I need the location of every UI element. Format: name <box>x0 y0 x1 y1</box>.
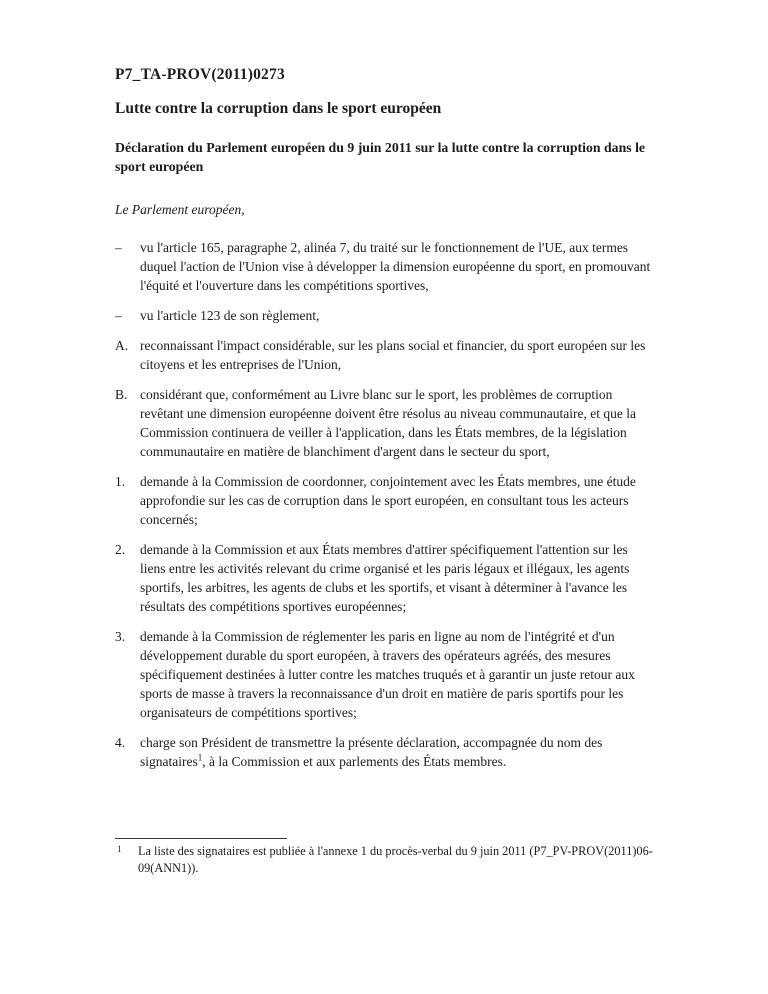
document-title: Lutte contre la corruption dans le sport européen <box>115 100 442 117</box>
numbered-paragraph <box>115 627 656 722</box>
footnote-separator-rule <box>115 838 287 839</box>
recital-marker: A. <box>115 338 129 353</box>
recital-text: reconnaissant l'impact considérable, sur les plans social et financier, du sport européen sur les citoyens et les entreprises de l'Union, <box>140 338 646 372</box>
footnote-reference: 1 <box>197 752 203 763</box>
visa-item <box>115 238 656 295</box>
paragraph-text <box>140 735 602 769</box>
paragraph-text: demande à la Commission de coordonner, conjointement avec les États membres, une étude approfondie sur les cas de corruption dans le sport européen, en consultant tous les acteurs concernés; <box>140 474 636 527</box>
paragraph-text-after-footnote: , à la Commission et aux parlements des États membres. <box>202 754 507 769</box>
footnote-text: La liste des signataires est publiée à l'annexe 1 du procès-verbal du 9 juin 2011 (P7_PV-PROV(2011)06-09(ANN1)). <box>138 844 653 875</box>
paragraph-number: 4. <box>115 735 126 750</box>
recital-item <box>115 385 656 461</box>
visa-marker: – <box>115 308 122 323</box>
spacer <box>115 231 656 238</box>
recital-marker: B. <box>115 387 128 402</box>
paragraph-text-before-footnote: charge son Président de transmettre la présente déclaration, accompagnée du nom des signataires <box>140 735 603 769</box>
document-content <box>115 66 656 782</box>
document-reference: P7_TA-PROV(2011)0273 <box>115 66 285 83</box>
footnote <box>115 843 656 877</box>
recital-text: considérant que, conformément au Livre blanc sur le sport, les problèmes de corruption revêtant une dimension européenne doivent être résolus au niveau communautaire, et que la Commission continuera de veiller à l'application, dans les États membres, de la législation communautaire en matière de blanchiment d'argent dans le secteur du sport, <box>140 387 636 459</box>
paragraph-text: demande à la Commission et aux États membres d'attirer spécifiquement l'attention sur les liens entre les activités relevant du crime organisé et les paris légaux et illégaux, les agents sportifs, les arbitres, les agents de clubs et les sportifs, et visant à déterminer à l'avance les résultats des compétitions sportives européennes; <box>140 542 630 614</box>
document-subtitle: Déclaration du Parlement européen du 9 juin 2011 sur la lutte contre la corruption dans le sport européen <box>115 140 646 174</box>
footnote-marker: 1 <box>117 844 122 854</box>
visa-item <box>115 306 656 325</box>
footnote-block <box>115 838 656 877</box>
visa-text: vu l'article 123 de son règlement, <box>140 308 320 323</box>
numbered-paragraph <box>115 472 656 529</box>
visa-text: vu l'article 165, paragraphe 2, alinéa 7, du traité sur le fonctionnement de l'UE, aux termes duquel l'action de l'Union vise à développer la dimension européenne du sport, en promouvant l'équité et l'ouverture dans les compétitions sportives, <box>140 240 651 293</box>
paragraph-number: 1. <box>115 474 126 489</box>
paragraph-number: 3. <box>115 629 126 644</box>
numbered-paragraph <box>115 540 656 616</box>
recital-item <box>115 336 656 374</box>
paragraph-text: demande à la Commission de réglementer les paris en ligne au nom de l'intégrité et d'un développement durable du sport européen, à travers des opérateurs agréés, des mesures spécifiquement destinées à lutter contre les matches truqués et à garantir un juste retour aux sports de masse à travers la reconnaissance d'un droit en matière de paris sportifs pour les organisateurs de compétitions sportives; <box>140 629 635 720</box>
paragraph-number: 2. <box>115 542 126 557</box>
numbered-paragraph <box>115 733 656 771</box>
preamble-intro: Le Parlement européen, <box>115 202 245 217</box>
visa-marker: – <box>115 240 122 255</box>
